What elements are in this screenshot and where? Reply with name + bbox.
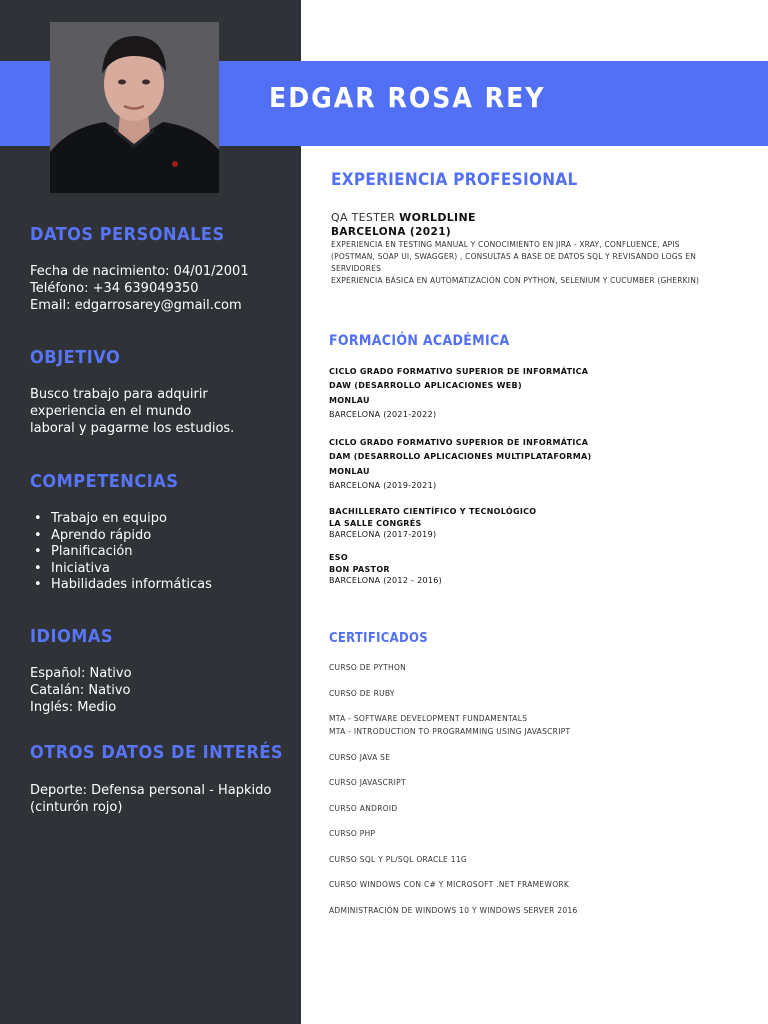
- job-entry: [331, 211, 746, 287]
- experiencia-title: EXPERIENCIA PROFESIONAL: [331, 170, 578, 190]
- objetivo-line: experiencia en el mundo: [30, 404, 192, 419]
- job-company: WORLDLINE: [399, 211, 476, 224]
- certificate-item: [329, 827, 375, 840]
- idioma-line: Español: Nativo: [30, 666, 132, 681]
- phone: Teléfono: +34 639049350: [30, 281, 199, 296]
- education-school: MONLAU: [329, 466, 370, 476]
- certificate-text: CURSO WINDOWS CON C# Y MICROSOFT .NET FRAMEWORK: [329, 880, 570, 889]
- job-desc-line: SERVIDORES: [331, 264, 382, 273]
- certificate-item: [329, 853, 467, 866]
- education-program: DAW (DESARROLLO APLICACIONES WEB): [329, 381, 522, 391]
- education-entry: [329, 506, 749, 541]
- education-degree: ESO: [329, 553, 348, 562]
- datos-personales-title: DATOS PERSONALES: [30, 224, 225, 245]
- education-degree: CICLO GRADO FORMATIVO SUPERIOR DE INFORMÁTICA: [329, 367, 589, 376]
- certificate-text: CURSO DE PYTHON: [329, 663, 407, 672]
- job-role: QA TESTER: [331, 211, 396, 224]
- job-description: [331, 239, 746, 287]
- list-item: • Habilidades informáticas: [34, 577, 212, 594]
- profile-photo: [50, 22, 219, 193]
- candidate-name: EDGAR ROSA REY: [269, 81, 546, 114]
- education-location: BARCELONA (2012 - 2016): [329, 576, 443, 585]
- education-entry: [329, 552, 749, 587]
- certificate-item: [329, 712, 570, 738]
- certificate-text: ADMINISTRACIÓN DE WINDOWS 10 Y WINDOWS SERVER 2016: [329, 906, 578, 915]
- formacion-title: FORMACIÓN ACADÉMICA: [329, 333, 510, 349]
- otros-datos-text: [30, 782, 271, 816]
- certificados-title: CERTIFICADOS: [329, 631, 428, 646]
- certificate-text: MTA - SOFTWARE DEVELOPMENT FUNDAMENTALS: [329, 714, 528, 723]
- otros-line: (cinturón rojo): [30, 800, 123, 815]
- objetivo-title: OBJETIVO: [30, 347, 121, 368]
- email: Email: edgarrosarey@gmail.com: [30, 298, 242, 313]
- list-item: • Aprendo rápido: [34, 528, 212, 545]
- education-location: BARCELONA (2021-2022): [329, 409, 437, 419]
- competencias-title: COMPETENCIAS: [30, 471, 179, 492]
- list-item: • Trabajo en equipo: [34, 511, 212, 528]
- job-role-line: [331, 211, 746, 224]
- education-school: BON PASTOR: [329, 564, 390, 574]
- education-degree: BACHILLERATO CIENTÍFICO Y TECNOLÓGICO: [329, 507, 537, 516]
- idioma-line: Catalán: Nativo: [30, 683, 131, 698]
- otros-line: Deporte: Defensa personal - Hapkido: [30, 783, 272, 798]
- certificate-text: CURSO DE RUBY: [329, 689, 395, 698]
- certificate-text: CURSO JAVASCRIPT: [329, 778, 406, 787]
- certificate-item: [329, 878, 569, 891]
- certificate-text: CURSO JAVA SE: [329, 753, 391, 762]
- job-desc-line: EXPERIENCIA EN TESTING MANUAL Y CONOCIMIENTO EN JIRA - XRAY, CONFLUENCE, APIS: [331, 240, 680, 249]
- idioma-line: Inglés: Medio: [30, 700, 117, 715]
- education-location: BARCELONA (2017-2019): [329, 530, 437, 539]
- job-desc-line: (POSTMAN, SOAP UI, SWAGGER) , CONSULTAS A BASE DE DATOS SQL Y REVISANDO LOGS EN: [331, 252, 697, 261]
- certificate-text: MTA - INTRODUCTION TO PROGRAMMING USING JAVASCRIPT: [329, 727, 571, 736]
- education-entry: [329, 365, 749, 422]
- objetivo-line: laboral y pagarme los estudios.: [30, 421, 235, 436]
- objetivo-line: Busco trabajo para adquirir: [30, 387, 208, 402]
- otros-datos-title: OTROS DATOS DE INTERÉS: [30, 742, 284, 763]
- job-location: BARCELONA (2021): [331, 226, 452, 238]
- datos-personales-text: [30, 263, 249, 314]
- objetivo-text: [30, 386, 234, 437]
- education-school: MONLAU: [329, 395, 370, 405]
- education-program: DAM (DESARROLLO APLICACIONES MULTIPLATAFORMA): [329, 452, 592, 462]
- certificate-item: [329, 776, 406, 789]
- certificate-item: [329, 802, 398, 815]
- certificate-item: [329, 904, 578, 917]
- job-desc-line: EXPERIENCIA BÁSICA EN AUTOMATIZACIÓN CON PYTHON, SELENIUM Y CUCUMBER (GHERKIN): [331, 276, 700, 285]
- education-entry: [329, 436, 749, 493]
- certificate-item: [329, 687, 395, 700]
- certificate-text: CURSO PHP: [329, 829, 376, 838]
- list-item: • Planificación: [34, 544, 212, 561]
- certificate-text: CURSO SQL Y PL/SQL ORACLE 11G: [329, 855, 468, 864]
- certificate-text: CURSO ANDROID: [329, 804, 398, 813]
- idiomas-text: [30, 665, 132, 716]
- idiomas-title: IDIOMAS: [30, 626, 114, 647]
- education-degree: CICLO GRADO FORMATIVO SUPERIOR DE INFORMÁTICA: [329, 438, 589, 447]
- education-location: BARCELONA (2019-2021): [329, 480, 437, 490]
- certificate-item: [329, 751, 390, 764]
- list-item: • Iniciativa: [34, 561, 212, 578]
- birthdate: Fecha de nacimiento: 04/01/2001: [30, 264, 249, 279]
- certificate-item: [329, 661, 406, 674]
- competencias-list: [34, 511, 212, 594]
- education-school: LA SALLE CONGRÉS: [329, 518, 422, 528]
